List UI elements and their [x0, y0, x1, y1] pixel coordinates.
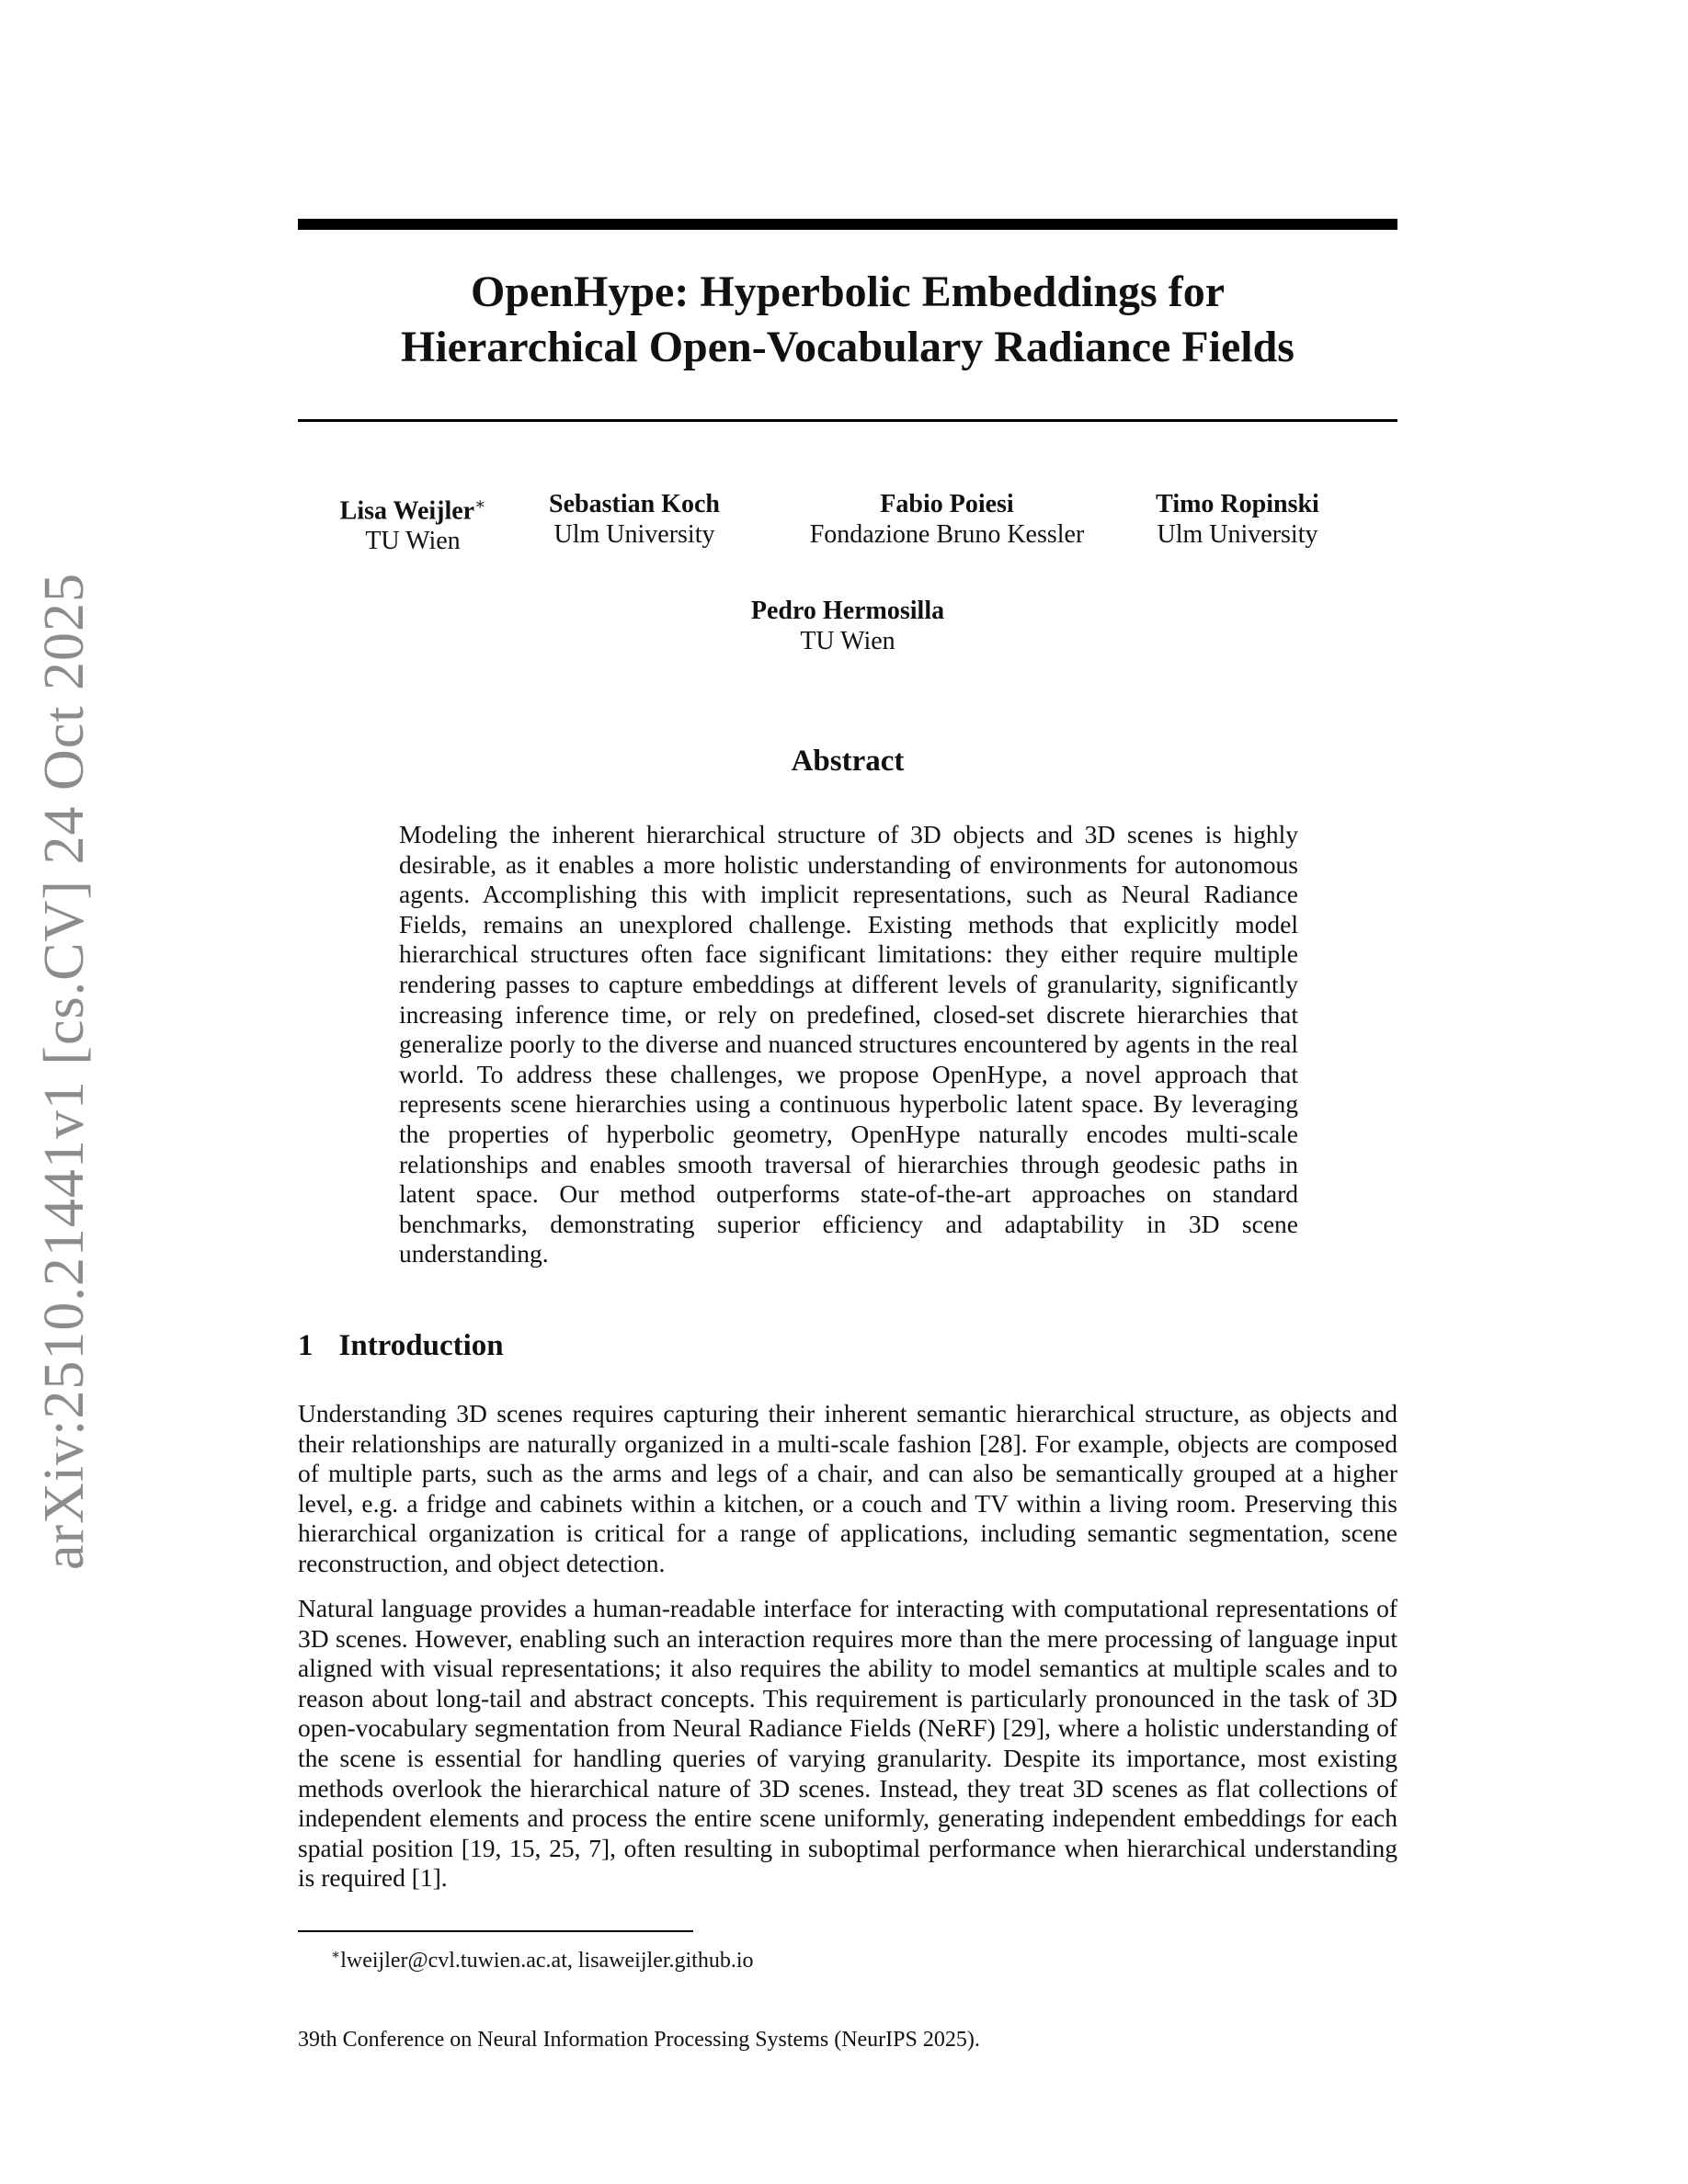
author-affiliation: Fondazione Bruno Kessler	[809, 520, 1085, 549]
section-number: 1	[298, 1329, 314, 1362]
author-block	[1149, 489, 1326, 550]
footnote	[331, 1941, 754, 1974]
footnote-text: lweijler@cvl.tuwien.ac.at, lisaweijler.github.io	[340, 1949, 754, 1973]
intro-paragraph-1: Understanding 3D scenes requires capturing their inherent semantic hierarchical structure, as objects and their relationships are naturally organized in a multi-scale fashion [28]. For example, objects are composed of multiple parts, such as the arms and legs of a chair, and can also be semantically grouped at a higher level, e.g. a fridge and cabinets within a kitchen, or a couch and TV within a living room. Preserving this hierarchical organization is critical for a range of applications, including semantic segmentation, scene reconstruction, and object detection.	[298, 1399, 1397, 1577]
footnote-mark: ∗	[331, 1948, 341, 1962]
author-name: Pedro Hermosilla	[750, 597, 945, 625]
author-name: Lisa Weijler	[339, 496, 475, 526]
abstract-heading: Abstract	[791, 745, 905, 778]
venue-note: 39th Conference on Neural Information Processing Systems (NeurIPS 2025).	[298, 2028, 980, 2052]
footnote-rule	[298, 1930, 693, 1932]
title-top-rule	[298, 219, 1397, 230]
title-line-2: Hierarchical Open-Vocabulary Radiance Fields	[401, 323, 1295, 371]
author-block	[791, 489, 1103, 550]
author-affiliation: Ulm University	[553, 520, 715, 549]
arxiv-identifier-stamp: arXiv:2510.21441v1 [cs.CV] 24 Oct 2025	[33, 573, 96, 1570]
title-bottom-rule	[298, 419, 1397, 422]
author-footnote-mark: ∗	[474, 495, 486, 513]
title-line-1: OpenHype: Hyperbolic Embeddings for	[470, 267, 1226, 316]
author-name: Timo Ropinski	[1156, 490, 1319, 518]
section-title: Introduction	[338, 1329, 504, 1362]
paper-title	[298, 265, 1397, 375]
intro-heading	[298, 1327, 504, 1364]
author-affiliation: Ulm University	[1157, 520, 1318, 549]
author-block	[542, 489, 726, 550]
author-name: Fabio Poiesi	[880, 490, 1014, 518]
author-name: Sebastian Koch	[549, 490, 720, 518]
author-affiliation: TU Wien	[365, 527, 461, 556]
intro-paragraph-2: Natural language provides a human-readable interface for interacting with computational representations of 3D scenes. However, enabling such an interaction requires more than the mere processing of language input aligned with visual representations; it also requires the ability to model semantics at multiple scales and to reason about long-tail and abstract concepts. This requirement is particularly pronounced in the task of 3D open-vocabulary segmentation from Neural Radiance Fields (NeRF) [29], where a holistic understanding of the scene is essential for handling queries of varying granularity. Despite its importance, most existing methods overlook the hierarchical nature of 3D scenes. Instead, they treat 3D scenes as flat collections of independent elements and process the entire scene uniformly, generating independent embeddings for each spatial position [19, 15, 25, 7], often resulting in suboptimal performance when hierarchical understanding is required [1].	[298, 1594, 1397, 1893]
author-block	[664, 596, 1032, 656]
author-block	[335, 489, 491, 556]
author-affiliation: TU Wien	[800, 627, 895, 655]
abstract-text: Modeling the inherent hierarchical structure of 3D objects and 3D scenes is highly desirable, as it enables a more holistic understanding of environments for autonomous agents. Accomplishing this with implicit representations, such as Neural Radiance Fields, remains an unexplored challenge. Existing methods that explicitly model hierarchical structures often face significant limitations: they either require multiple rendering passes to capture embeddings at different levels of granularity, significantly increasing inference time, or rely on predefined, closed-set discrete hierarchies that generalize poorly to the diverse and nuanced structures encountered by agents in the real world. To address these challenges, we propose OpenHype, a novel approach that represents scene hierarchies using a continuous hyperbolic latent space. By leveraging the properties of hyperbolic geometry, OpenHype naturally encodes multi-scale relationships and enables smooth traversal of hierarchies through geodesic paths in latent space. Our method outperforms state-of-the-art approaches on standard benchmarks, demonstrating superior efficiency and adaptability in 3D scene understanding.	[399, 820, 1298, 1268]
